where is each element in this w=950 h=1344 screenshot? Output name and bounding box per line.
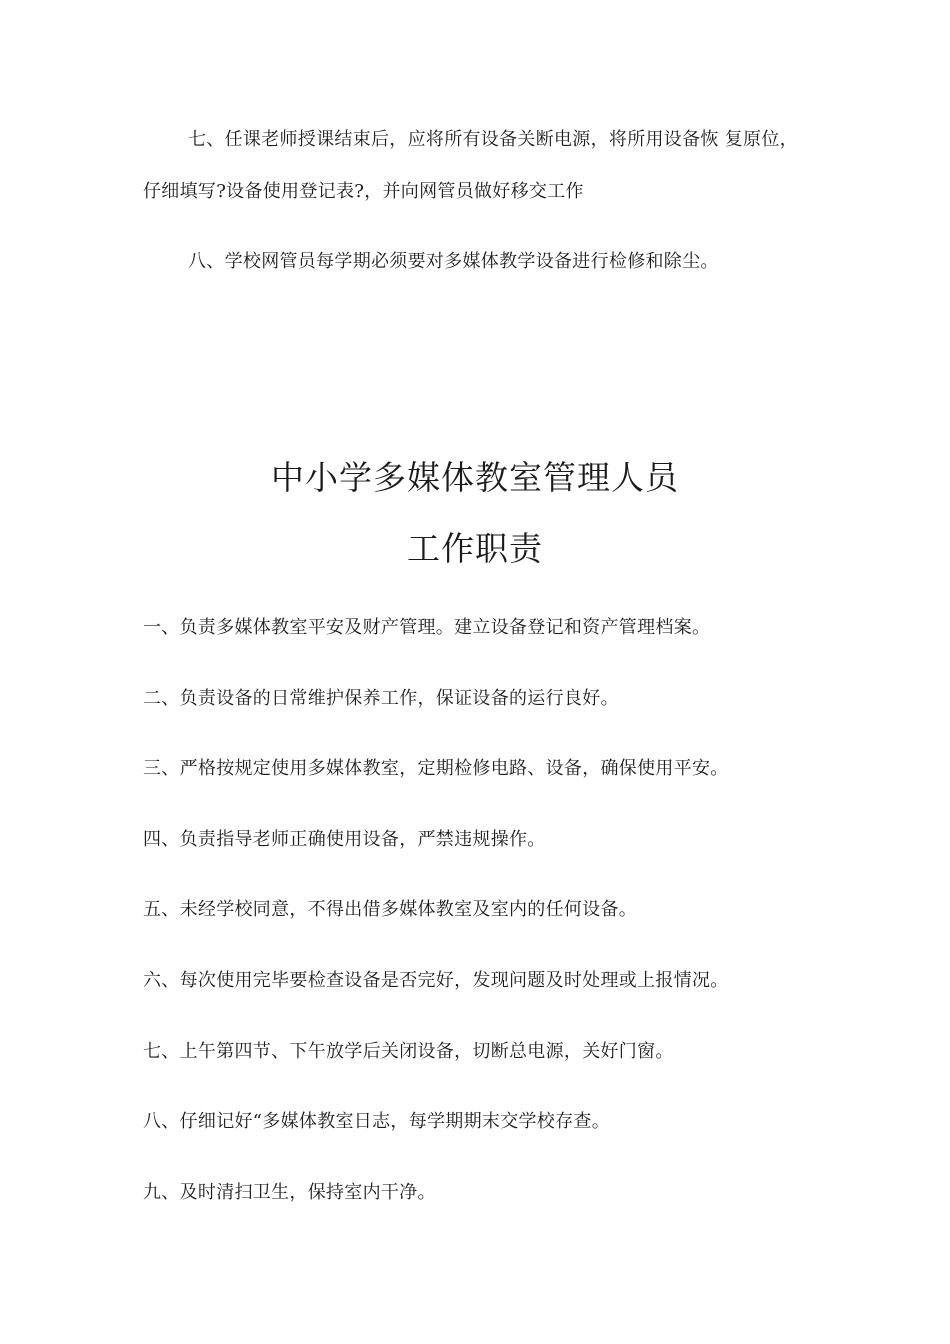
duty-item-5: 五、未经学校同意，不得出借多媒体教室及室内的任何设备。: [143, 899, 638, 921]
duty-item-7: 七、上午第四节、下午放学后关闭设备，切断总电源，关好门窗。: [143, 1040, 674, 1062]
duty-item-2: 二、负责设备的日常维护保养工作，保证设备的运行良好。: [143, 687, 619, 709]
duty-item-6: 六、每次使用完毕要检查设备是否完好，发现问题及时处理或上报情况。: [143, 969, 729, 991]
duty-item-1: 一、负责多媒体教室平安及财产管理。建立设备登记和资产管理档案。: [143, 617, 711, 638]
duties-list: [143, 608, 823, 1243]
rule-paragraph-seven: 七、任课老师授课结束后，应将所有设备关断电源，将所用设备恢 复原位，仔细填写?设备使用登记表?，并向网管员做好移交工作: [143, 129, 798, 202]
document-title-line-1: 中小学多媒体教室管理人员: [271, 458, 679, 497]
duty-item-3: 三、严格按规定使用多媒体教室，定期检修电路、设备，确保使用平安。: [143, 758, 729, 780]
rule-paragraph-eight: 八、学校网管员每学期必须要对多媒体教学设备进行检修和除尘。: [188, 251, 719, 272]
duty-item-4: 四、负责指导老师正确使用设备，严禁违规操作。: [143, 828, 546, 850]
duty-item-9: 九、及时清扫卫生，保持室内干净。: [143, 1181, 436, 1203]
document-title-line-2: 工作职责: [407, 529, 543, 568]
duty-item-8: 八、仔细记好“多媒体教室日志，每学期期末交学校存查。: [143, 1111, 610, 1133]
